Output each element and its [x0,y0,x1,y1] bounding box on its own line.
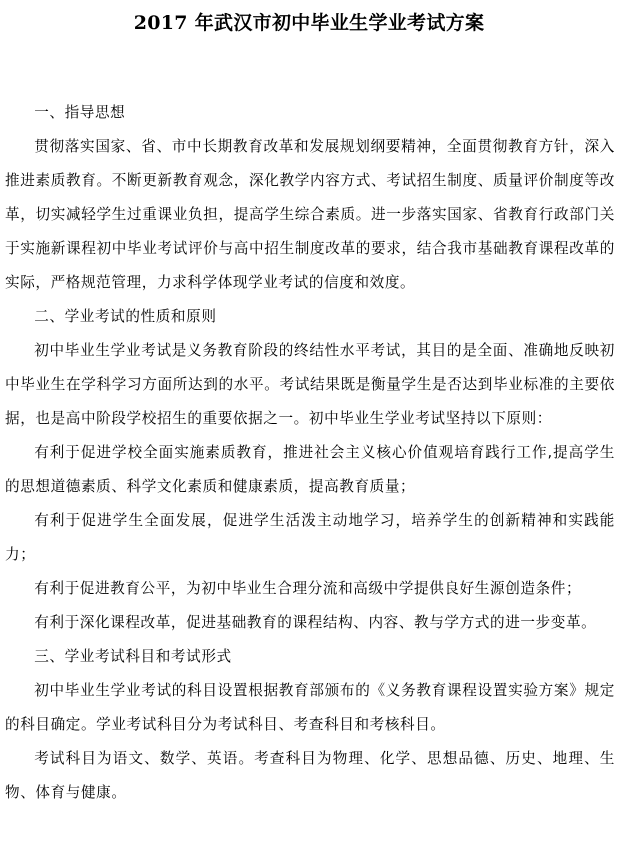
document-title: 2017 年武汉市初中毕业生学业考试方案 [133,12,485,34]
paragraph-guiding-ideology: 贯彻落实国家、省、市中长期教育改革和发展规划纲要精神，全面贯彻教育方针，深入推进素质教育。不断更新教育观念，深化教学内容方式、考试招生制度、质量评价制度等改革，切实减轻学生过重课业负担，提高学生综合素质。进一步落实国家、省教育行政部门关于实施新课程初中毕业考试评价与高中招生制度改革的要求，结合我市基础教育课程改革的实际，严格规范管理，力求科学体现学业考试的信度和效度。 [5,138,615,291]
paragraph-principle-education-equity: 有利于促进教育公平，为初中毕业生合理分流和高级中学提供良好生源创造条件； [34,580,582,597]
paragraph-subject-list: 考试科目为语文、数学、英语。考查科目为物理、化学、思想品德、历史、地理、生物、体育与健康。 [5,750,615,801]
section-heading-subjects-forms: 三、学业考试科目和考试形式 [34,648,232,665]
paragraph-principle-curriculum-reform: 有利于深化课程改革，促进基础教育的课程结构、内容、教与学方式的进一步变革。 [34,614,597,631]
document-body [5,96,615,810]
paragraph-subject-setting: 初中毕业生学业考试的科目设置根据教育部颁布的《义务教育课程设置实验方案》规定的科目确定。学业考试科目分为考试科目、考查科目和考核科目。 [5,682,615,733]
paragraph-principle-student-development: 有利于促进学生全面发展，促进学生活泼主动地学习，培养学生的创新精神和实践能力； [5,512,615,563]
section-heading-guiding-ideology: 一、指导思想 [34,104,126,121]
paragraph-exam-nature: 初中毕业生学业考试是义务教育阶段的终结性水平考试，其目的是全面、准确地反映初中毕业生在学科学习方面所达到的水平。考试结果既是衡量学生是否达到毕业标准的主要依据，也是高中阶段学校招生的重要依据之一。初中毕业生学业考试坚持以下原则： [5,342,615,427]
section-heading-nature-principles: 二、学业考试的性质和原则 [34,308,217,325]
paragraph-principle-quality-education: 有利于促进学校全面实施素质教育，推进社会主义核心价值观培育践行工作,提高学生的思想道德素质、科学文化素质和健康素质，提高教育质量； [5,444,615,495]
